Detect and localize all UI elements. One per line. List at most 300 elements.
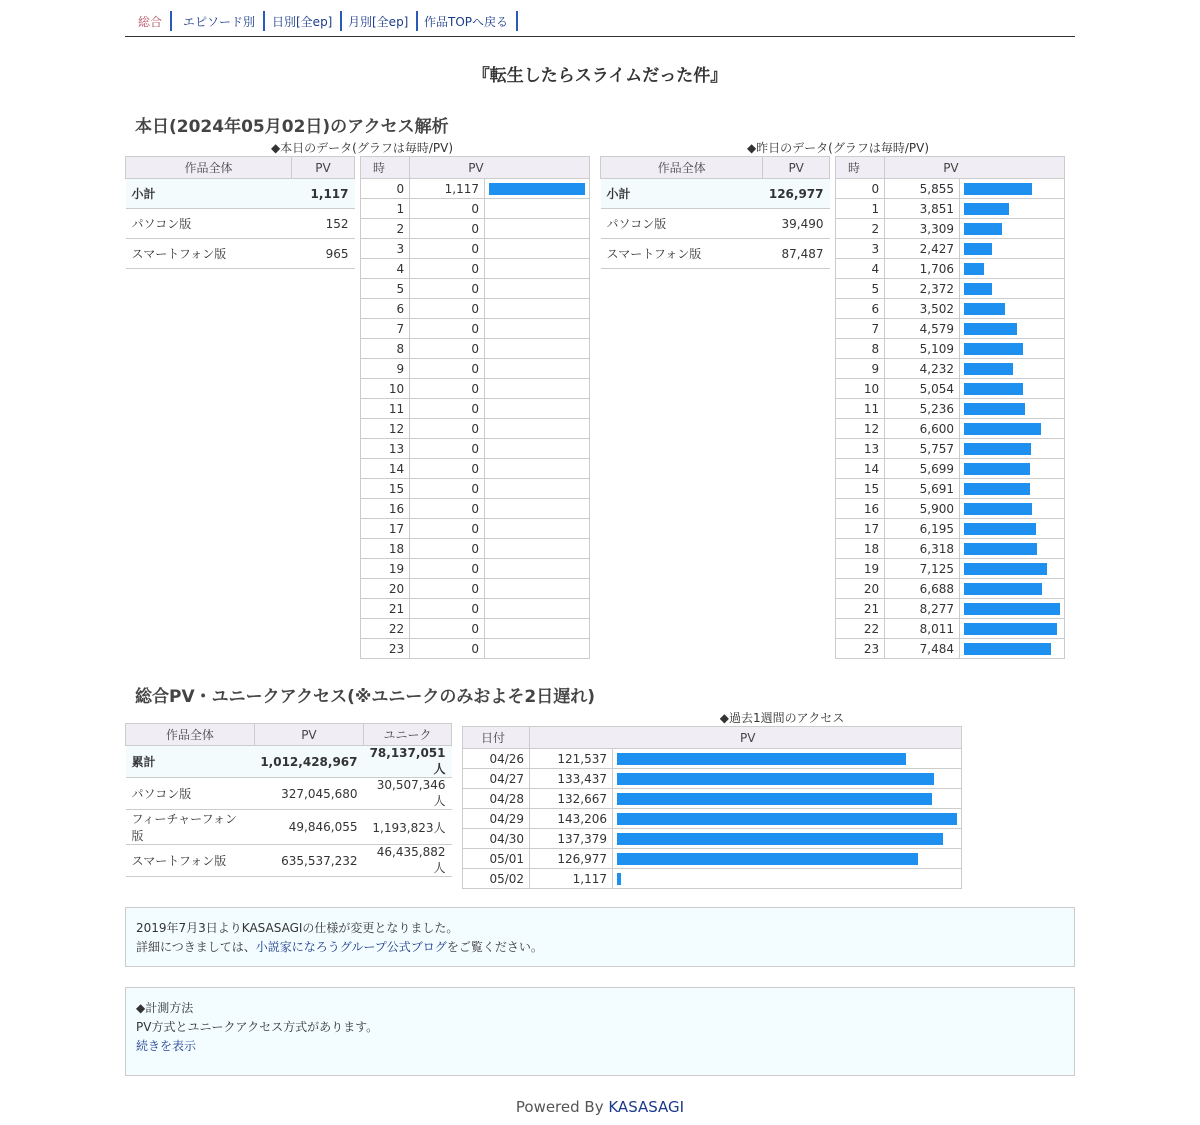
hour-value: 0 <box>410 619 485 639</box>
hour-row <box>361 219 590 239</box>
total-table <box>125 723 452 877</box>
week-value: 121,537 <box>530 749 613 769</box>
top-nav <box>125 10 1075 37</box>
hour-bar <box>964 643 1051 655</box>
bar-cell <box>960 499 1065 519</box>
hour-label: 15 <box>836 479 885 499</box>
hour-label: 23 <box>836 639 885 659</box>
row-pv: 49,846,055 <box>254 810 363 845</box>
bar-cell <box>960 339 1065 359</box>
hour-label: 4 <box>836 259 885 279</box>
bar-cell <box>485 339 590 359</box>
hour-label: 17 <box>836 519 885 539</box>
hour-row <box>361 239 590 259</box>
hour-row <box>361 559 590 579</box>
week-bar <box>617 753 906 765</box>
bar-cell <box>960 199 1065 219</box>
hour-label: 21 <box>836 599 885 619</box>
bar-cell <box>960 639 1065 659</box>
hour-bar <box>964 423 1041 435</box>
powered-by-text: Powered By <box>515 1098 609 1116</box>
hour-label: 1 <box>836 199 885 219</box>
hour-row <box>836 539 1065 559</box>
week-date: 04/26 <box>463 749 530 769</box>
hour-value: 0 <box>410 579 485 599</box>
hour-value: 8,277 <box>885 599 960 619</box>
hour-value: 0 <box>410 499 485 519</box>
hour-label: 5 <box>836 279 885 299</box>
hour-label: 9 <box>836 359 885 379</box>
hour-row <box>836 279 1065 299</box>
col-header: PV <box>530 727 962 749</box>
bar-cell <box>960 379 1065 399</box>
bar-cell <box>485 259 590 279</box>
hour-label: 10 <box>361 379 410 399</box>
bar-cell <box>485 619 590 639</box>
hour-bar <box>964 523 1036 535</box>
hour-value: 7,125 <box>885 559 960 579</box>
col-header: PV <box>292 157 355 179</box>
hour-bar <box>964 623 1057 635</box>
bar-cell <box>960 359 1065 379</box>
hour-label: 20 <box>361 579 410 599</box>
hour-bar <box>964 183 1032 195</box>
hour-row <box>361 419 590 439</box>
nav-episode[interactable]: エピソード別 <box>175 11 265 31</box>
row-label: パソコン版 <box>126 778 255 810</box>
hour-row <box>361 299 590 319</box>
hour-label: 4 <box>361 259 410 279</box>
hour-label: 17 <box>361 519 410 539</box>
hour-bar <box>964 403 1025 415</box>
hour-bar <box>964 363 1013 375</box>
hour-label: 7 <box>361 319 410 339</box>
bar-cell <box>960 439 1065 459</box>
row-unique: 46,435,882人 <box>364 845 452 877</box>
bar-cell <box>485 479 590 499</box>
hour-row <box>836 319 1065 339</box>
hour-label: 21 <box>361 599 410 619</box>
week-bar <box>617 813 957 825</box>
col-header: 作品全体 <box>126 724 255 746</box>
row-pv: 327,045,680 <box>254 778 363 810</box>
bar-cell <box>485 579 590 599</box>
hour-value: 0 <box>410 239 485 259</box>
hour-row <box>361 459 590 479</box>
bar-cell <box>613 749 962 769</box>
bar-cell <box>485 279 590 299</box>
hour-row <box>836 379 1065 399</box>
hour-label: 18 <box>836 539 885 559</box>
row-label: 小計 <box>126 179 292 209</box>
work-title: 『転生したらスライムだった件』 <box>472 66 728 86</box>
bar-cell <box>960 279 1065 299</box>
hour-bar <box>964 203 1009 215</box>
hour-bar <box>964 343 1023 355</box>
row-label: 小計 <box>601 179 763 209</box>
hour-value: 5,109 <box>885 339 960 359</box>
notice-text: 詳細につきましては、 <box>136 940 256 954</box>
bar-cell <box>485 459 590 479</box>
hour-row <box>836 339 1065 359</box>
total-heading: 総合PV・ユニークアクセス(※ユニークのみおよそ2日遅れ) <box>135 687 595 707</box>
bar-cell <box>960 539 1065 559</box>
hour-value: 3,502 <box>885 299 960 319</box>
hour-value: 2,427 <box>885 239 960 259</box>
week-value: 133,437 <box>530 769 613 789</box>
week-row <box>463 749 962 769</box>
bar-cell <box>960 399 1065 419</box>
bar-cell <box>613 809 962 829</box>
hour-row <box>361 319 590 339</box>
bar-cell <box>485 539 590 559</box>
hour-label: 14 <box>836 459 885 479</box>
row-value: 1,117 <box>292 179 355 209</box>
hour-bar <box>964 223 1002 235</box>
hour-row <box>836 399 1065 419</box>
col-header: PV <box>885 157 1065 179</box>
hour-label: 20 <box>836 579 885 599</box>
bar-cell <box>960 319 1065 339</box>
hour-row <box>361 499 590 519</box>
hour-bar <box>964 483 1030 495</box>
week-value: 143,206 <box>530 809 613 829</box>
hour-value: 0 <box>410 219 485 239</box>
footer <box>125 1098 1075 1116</box>
row-label: パソコン版 <box>601 209 763 239</box>
hour-value: 0 <box>410 519 485 539</box>
week-value: 1,117 <box>530 869 613 889</box>
bar-cell <box>960 299 1065 319</box>
hour-value: 0 <box>410 259 485 279</box>
week-table <box>462 726 962 889</box>
hour-label: 15 <box>361 479 410 499</box>
bar-cell <box>960 619 1065 639</box>
hour-value: 6,318 <box>885 539 960 559</box>
hour-row <box>361 199 590 219</box>
hour-bar <box>489 183 585 195</box>
bar-cell <box>485 559 590 579</box>
hour-value: 0 <box>410 339 485 359</box>
bar-cell <box>485 639 590 659</box>
hour-row <box>836 459 1065 479</box>
week-bar <box>617 773 934 785</box>
hour-row <box>361 479 590 499</box>
bar-cell <box>960 419 1065 439</box>
week-value: 126,977 <box>530 849 613 869</box>
hour-label: 11 <box>361 399 410 419</box>
hour-value: 8,011 <box>885 619 960 639</box>
row-unique: 30,507,346人 <box>364 778 452 810</box>
hour-bar <box>964 303 1005 315</box>
hour-label: 22 <box>361 619 410 639</box>
col-header: PV <box>254 724 363 746</box>
hour-bar <box>964 563 1047 575</box>
hour-value: 5,855 <box>885 179 960 199</box>
hour-row <box>361 259 590 279</box>
hour-value: 3,851 <box>885 199 960 219</box>
hour-value: 1,706 <box>885 259 960 279</box>
hour-row <box>836 579 1065 599</box>
hour-row <box>836 259 1065 279</box>
bar-cell <box>613 849 962 869</box>
hour-label: 8 <box>361 339 410 359</box>
hour-bar <box>964 383 1023 395</box>
hour-label: 7 <box>836 319 885 339</box>
hour-label: 10 <box>836 379 885 399</box>
bar-cell <box>485 219 590 239</box>
bar-cell <box>485 359 590 379</box>
bar-cell <box>485 299 590 319</box>
row-unique: 78,137,051人 <box>364 746 452 778</box>
notice-line1: 2019年7月3日よりKASASAGIの仕様が変更となりました。 <box>136 921 459 935</box>
col-header: 作品全体 <box>601 157 763 179</box>
week-bar <box>617 853 918 865</box>
hour-bar <box>964 543 1037 555</box>
bar-cell <box>960 519 1065 539</box>
week-date: 04/27 <box>463 769 530 789</box>
nav-work-top[interactable]: 作品TOPへ戻る <box>416 11 518 31</box>
hour-row <box>836 219 1065 239</box>
hour-label: 0 <box>361 179 410 199</box>
bar-cell <box>960 459 1065 479</box>
bar-cell <box>485 499 590 519</box>
bar-cell <box>485 239 590 259</box>
yesterday-summary-table <box>600 156 830 269</box>
col-header: 日付 <box>463 727 530 749</box>
hour-value: 0 <box>410 639 485 659</box>
hour-row <box>836 439 1065 459</box>
week-row <box>463 849 962 869</box>
hour-value: 0 <box>410 439 485 459</box>
hour-value: 5,757 <box>885 439 960 459</box>
hour-value: 5,691 <box>885 479 960 499</box>
notice-text: をご覧ください。 <box>446 940 543 954</box>
hour-value: 0 <box>410 599 485 619</box>
bar-cell <box>485 519 590 539</box>
method-box <box>125 987 1075 1076</box>
hour-value: 0 <box>410 479 485 499</box>
hour-label: 6 <box>361 299 410 319</box>
row-value: 965 <box>292 239 355 269</box>
bar-cell <box>960 219 1065 239</box>
hour-value: 3,309 <box>885 219 960 239</box>
hour-value: 5,900 <box>885 499 960 519</box>
bar-cell <box>960 179 1065 199</box>
nav-overview[interactable]: 総合 <box>130 11 172 31</box>
col-header: PV <box>410 157 590 179</box>
hour-row <box>836 299 1065 319</box>
hour-label: 9 <box>361 359 410 379</box>
hour-row <box>836 519 1065 539</box>
hour-row <box>836 639 1065 659</box>
hour-value: 0 <box>410 319 485 339</box>
week-bar <box>617 833 943 845</box>
week-caption: ◆過去1週間のアクセス <box>719 711 845 725</box>
bar-cell <box>613 789 962 809</box>
hour-label: 2 <box>361 219 410 239</box>
hour-value: 4,232 <box>885 359 960 379</box>
bar-cell <box>485 419 590 439</box>
row-label: スマートフォン版 <box>126 845 255 877</box>
hour-value: 4,579 <box>885 319 960 339</box>
row-unique: 1,193,823人 <box>364 810 452 845</box>
hour-label: 16 <box>361 499 410 519</box>
hour-label: 16 <box>836 499 885 519</box>
row-pv: 635,537,232 <box>254 845 363 877</box>
row-value: 39,490 <box>763 209 830 239</box>
hour-row <box>836 619 1065 639</box>
hour-value: 5,236 <box>885 399 960 419</box>
hour-value: 0 <box>410 539 485 559</box>
bar-cell <box>960 479 1065 499</box>
hour-row <box>361 619 590 639</box>
hour-value: 6,688 <box>885 579 960 599</box>
method-title: ◆計測方法 <box>136 1001 194 1015</box>
hour-value: 0 <box>410 559 485 579</box>
bar-cell <box>960 259 1065 279</box>
hour-label: 2 <box>836 219 885 239</box>
hour-label: 0 <box>836 179 885 199</box>
nav-daily[interactable]: 日別[全ep] <box>264 11 342 31</box>
hour-value: 0 <box>410 459 485 479</box>
hour-value: 0 <box>410 379 485 399</box>
bar-cell <box>485 319 590 339</box>
week-bar <box>617 793 932 805</box>
hour-label: 14 <box>361 459 410 479</box>
bar-cell <box>485 199 590 219</box>
hour-bar <box>964 603 1060 615</box>
hour-value: 5,699 <box>885 459 960 479</box>
hour-row <box>361 179 590 199</box>
hour-row <box>361 279 590 299</box>
hour-label: 3 <box>836 239 885 259</box>
hour-row <box>836 499 1065 519</box>
hour-bar <box>964 503 1032 515</box>
official-blog-link[interactable]: 小説家になろうグループ公式ブログ <box>255 940 447 954</box>
row-pv: 1,012,428,967 <box>254 746 363 778</box>
row-value: 126,977 <box>763 179 830 209</box>
hour-label: 22 <box>836 619 885 639</box>
week-row <box>463 809 962 829</box>
hour-label: 8 <box>836 339 885 359</box>
col-header: 時 <box>361 157 410 179</box>
hour-value: 1,117 <box>410 179 485 199</box>
hour-label: 6 <box>836 299 885 319</box>
hour-row <box>836 239 1065 259</box>
hour-row <box>836 479 1065 499</box>
bar-cell <box>960 239 1065 259</box>
week-value: 137,379 <box>530 829 613 849</box>
hour-bar <box>964 323 1017 335</box>
bar-cell <box>485 179 590 199</box>
week-date: 04/28 <box>463 789 530 809</box>
hour-bar <box>964 583 1042 595</box>
hour-value: 5,054 <box>885 379 960 399</box>
bar-cell <box>960 599 1065 619</box>
col-header: ユニーク <box>364 724 452 746</box>
week-date: 04/30 <box>463 829 530 849</box>
week-row <box>463 789 962 809</box>
hour-bar <box>964 463 1030 475</box>
week-value: 132,667 <box>530 789 613 809</box>
bar-cell <box>485 599 590 619</box>
week-row <box>463 829 962 849</box>
hour-row <box>361 579 590 599</box>
hour-label: 13 <box>361 439 410 459</box>
bar-cell <box>960 579 1065 599</box>
hour-row <box>836 199 1065 219</box>
nav-monthly[interactable]: 月別[全ep] <box>340 11 418 31</box>
notice-box <box>125 907 1075 967</box>
hour-row <box>361 379 590 399</box>
hour-row <box>836 179 1065 199</box>
week-bar <box>617 873 621 885</box>
hour-row <box>361 599 590 619</box>
hour-row <box>361 639 590 659</box>
method-text: PV方式とユニークアクセス方式があります。 <box>136 1020 379 1034</box>
week-date: 05/02 <box>463 869 530 889</box>
hour-row <box>361 339 590 359</box>
hour-row <box>361 399 590 419</box>
hour-row <box>361 539 590 559</box>
hour-value: 0 <box>410 199 485 219</box>
row-label: 累計 <box>126 746 255 778</box>
week-row <box>463 869 962 889</box>
row-label: スマートフォン版 <box>126 239 292 269</box>
col-header: 時 <box>836 157 885 179</box>
hour-value: 0 <box>410 279 485 299</box>
bar-cell <box>485 399 590 419</box>
col-header: 作品全体 <box>126 157 292 179</box>
hour-value: 0 <box>410 299 485 319</box>
kasasagi-link[interactable]: KASASAGI <box>608 1098 685 1116</box>
row-label: フィーチャーフォン版 <box>126 810 255 845</box>
hour-value: 6,195 <box>885 519 960 539</box>
hour-row <box>361 439 590 459</box>
bar-cell <box>485 439 590 459</box>
hour-bar <box>964 263 984 275</box>
hour-label: 12 <box>361 419 410 439</box>
hour-label: 19 <box>836 559 885 579</box>
hour-label: 23 <box>361 639 410 659</box>
hour-value: 7,484 <box>885 639 960 659</box>
show-more-link[interactable]: 続きを表示 <box>136 1039 197 1053</box>
col-header: PV <box>763 157 830 179</box>
hour-bar <box>964 283 992 295</box>
row-label: スマートフォン版 <box>601 239 763 269</box>
bar-cell <box>613 829 962 849</box>
hour-label: 5 <box>361 279 410 299</box>
week-date: 04/29 <box>463 809 530 829</box>
bar-cell <box>485 379 590 399</box>
hour-value: 0 <box>410 359 485 379</box>
bar-cell <box>613 869 962 889</box>
hour-value: 0 <box>410 419 485 439</box>
hour-label: 19 <box>361 559 410 579</box>
bar-cell <box>613 769 962 789</box>
hour-row <box>361 519 590 539</box>
hour-bar <box>964 443 1031 455</box>
hour-label: 3 <box>361 239 410 259</box>
bar-cell <box>960 559 1065 579</box>
week-date: 05/01 <box>463 849 530 869</box>
hour-value: 2,372 <box>885 279 960 299</box>
hour-bar <box>964 243 992 255</box>
hour-row <box>836 599 1065 619</box>
hour-row <box>361 359 590 379</box>
yesterday-caption: ◆昨日のデータ(グラフは毎時/PV) <box>746 141 930 155</box>
